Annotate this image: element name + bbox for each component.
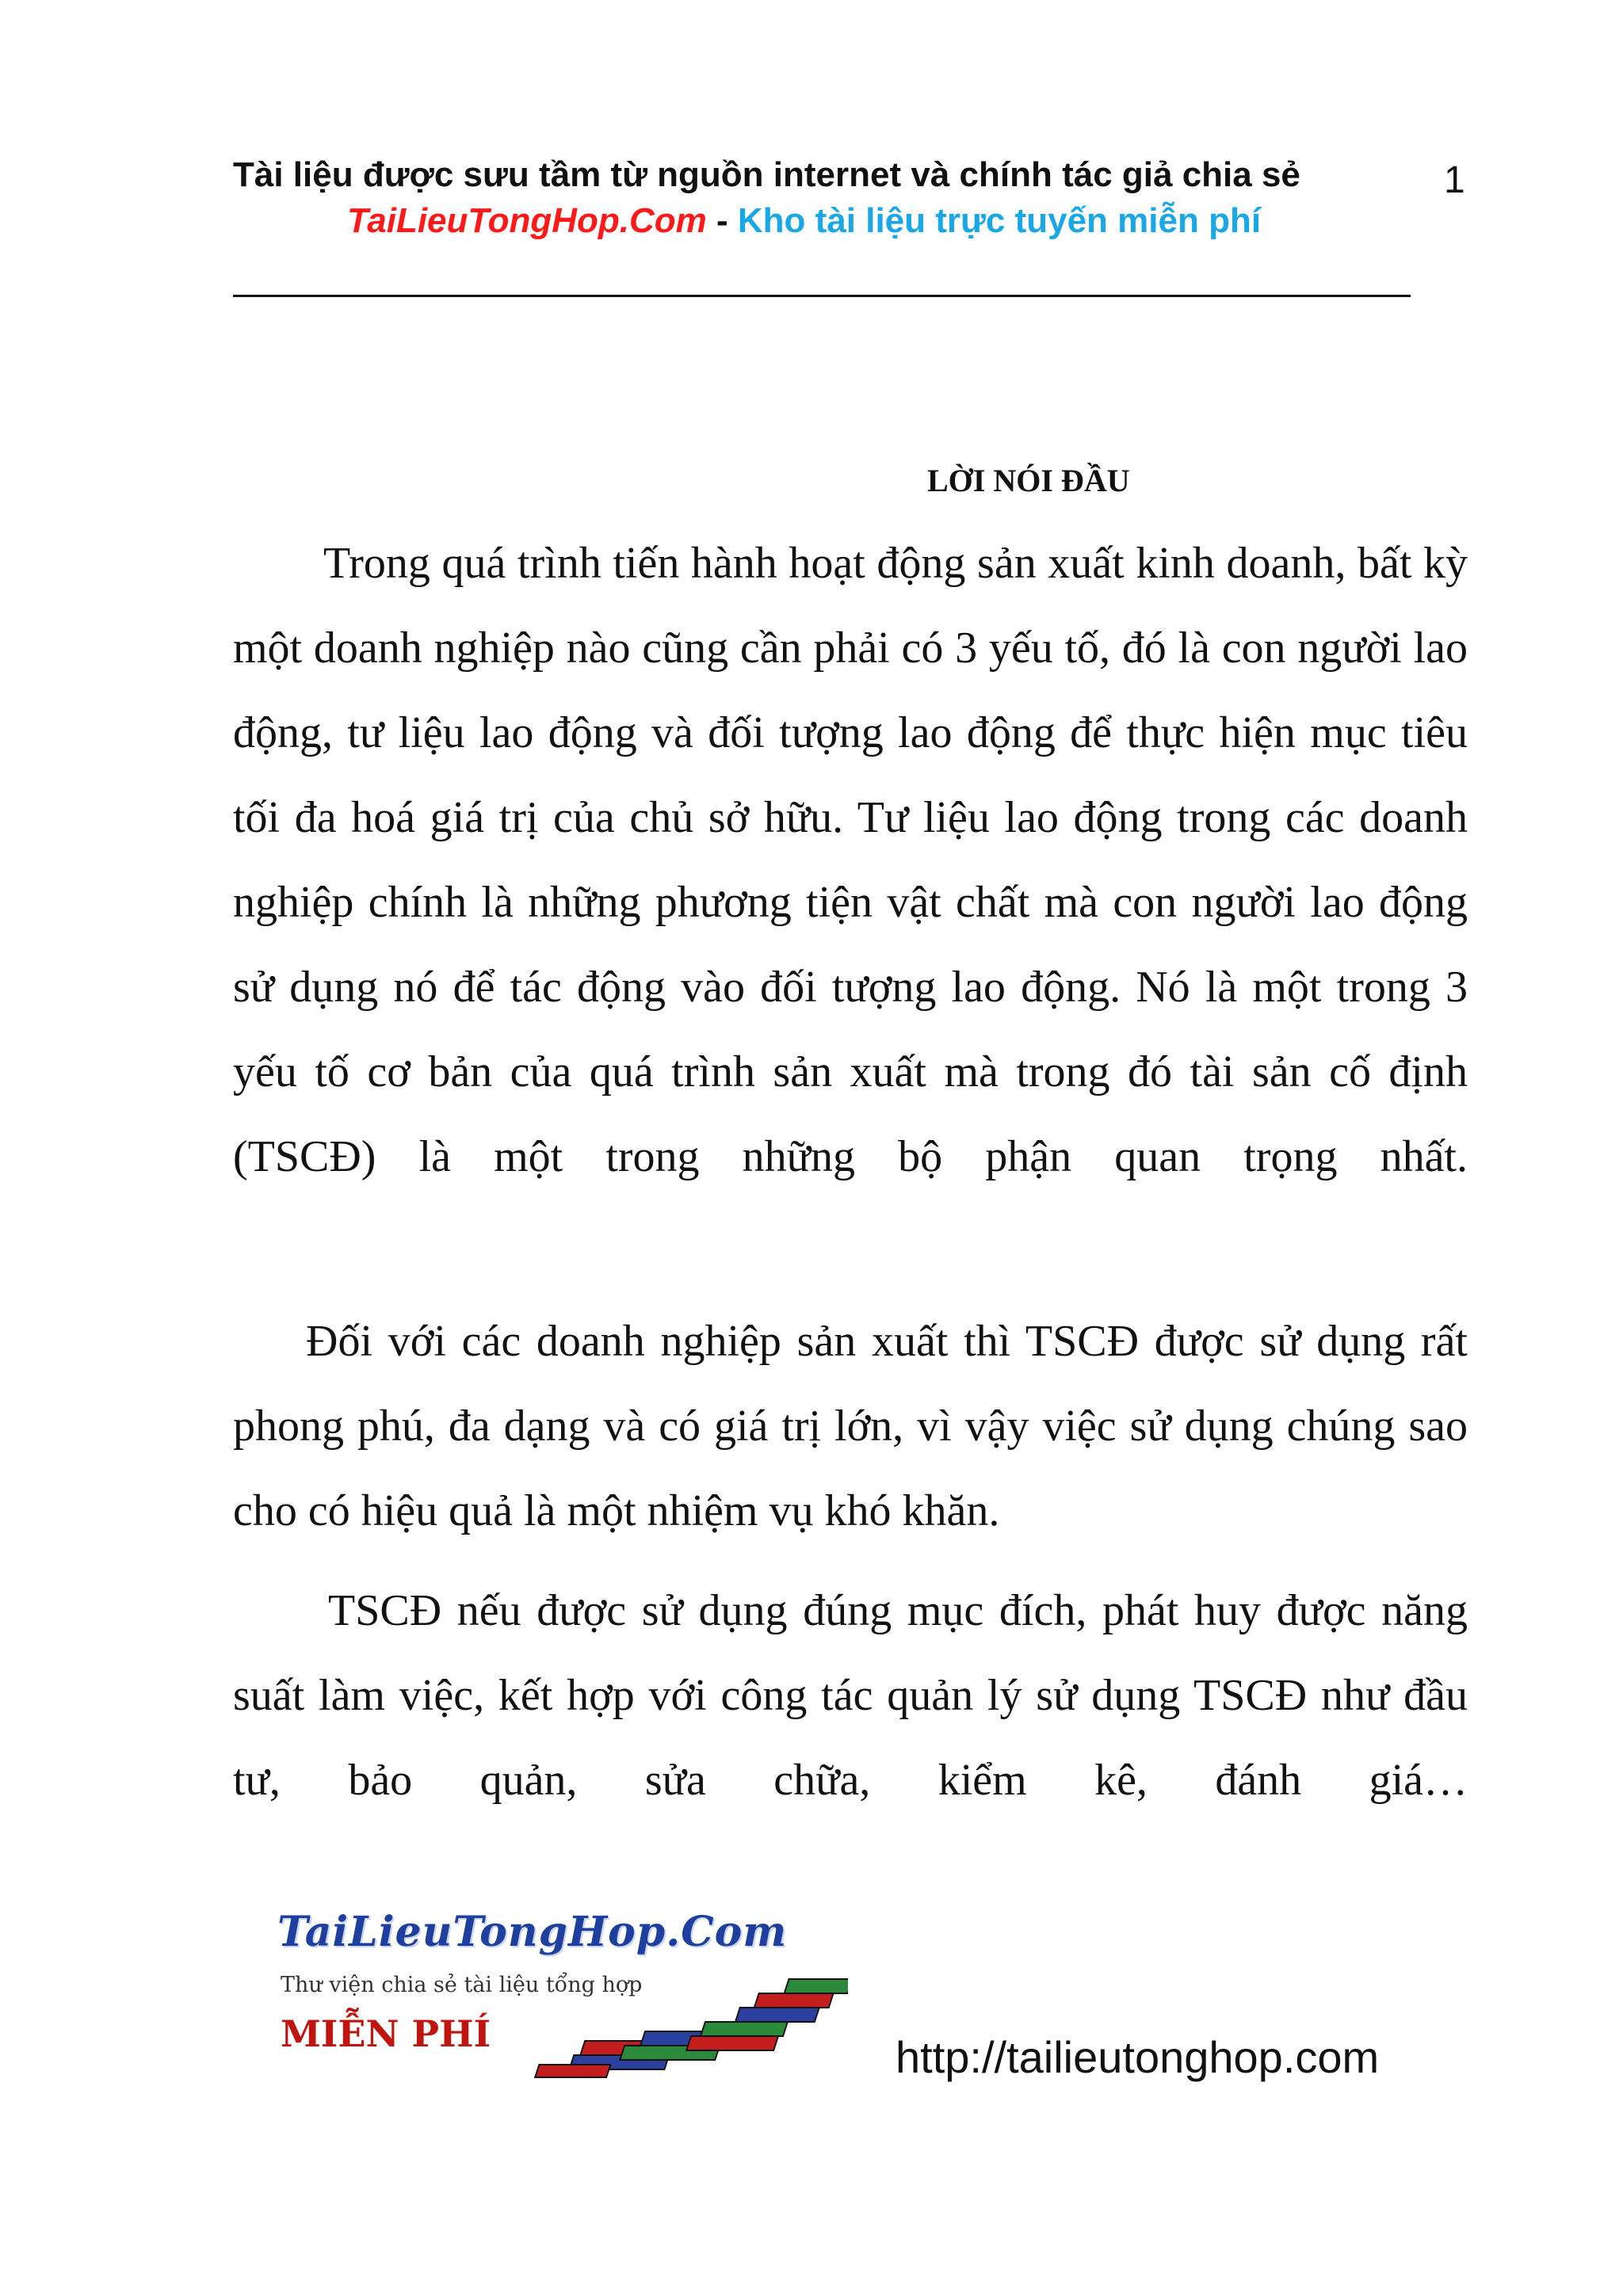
paragraph-1: Trong quá trình tiến hành hoạt động sản xuất kinh doanh, bất kỳ một doanh nghiệp nào cũng cần phải có 3 yếu tố, đó là con người lao động, tư liệu lao động và đối tượng lao động để thực hiện mục tiêu tối đa hoá giá trị của chủ sở hữu. Tư liệu lao động trong các doanh nghiệp chính là những phương tiện vật chất mà con người lao động sử dụng nó để tác động vào đối tượng lao động. Nó là một trong 3 yếu tố cơ bản của quá trình sản xuất mà trong đó tài sản cố định (TSCĐ) là một trong những bộ phận quan trọng nhất.: [233, 539, 1468, 1181]
header-line-1: Tài liệu được sưu tầm từ nguồn internet và chính tác giả chia sẻ: [233, 155, 1300, 194]
header-line-2: [347, 201, 1261, 241]
site-logo[interactable]: [277, 1901, 896, 2092]
footer-url[interactable]: http://tailieutonghop.com: [896, 2032, 1380, 2082]
site-name[interactable]: TaiLieuTongHop.Com: [347, 201, 707, 240]
site-tagline: Kho tài liệu trực tuyến miễn phí: [737, 201, 1262, 240]
books-icon: [515, 1968, 848, 2087]
logo-free-label: MIỄN PHÍ: [281, 2012, 491, 2055]
document-title: LỜI NÓI ĐẦU: [927, 463, 1130, 498]
paragraph-2: Đối với các doanh nghiệp sản xuất thì TSCĐ được sử dụng rất phong phú, đa dạng và có giá trị lớn, vì vậy việc sử dụng chúng sao cho có hiệu quả là một nhiệm vụ khó khăn.: [233, 1317, 1468, 1535]
logo-name: TaiLieuTongHop.Com: [277, 1908, 788, 1956]
header-rule: [233, 295, 1411, 297]
page-number: 1: [1444, 159, 1465, 201]
header-separator: -: [706, 201, 738, 240]
logo-subtitle: Thư viện chia sẻ tài liệu tổng hợp: [281, 1973, 643, 1997]
paragraph-3: TSCĐ nếu được sử dụng đúng mục đích, phát huy được năng suất làm việc, kết hợp với công tác quản lý sử dụng TSCĐ như đầu tư, bảo quản, sửa chữa, kiểm kê, đánh giá…: [233, 1586, 1468, 1805]
